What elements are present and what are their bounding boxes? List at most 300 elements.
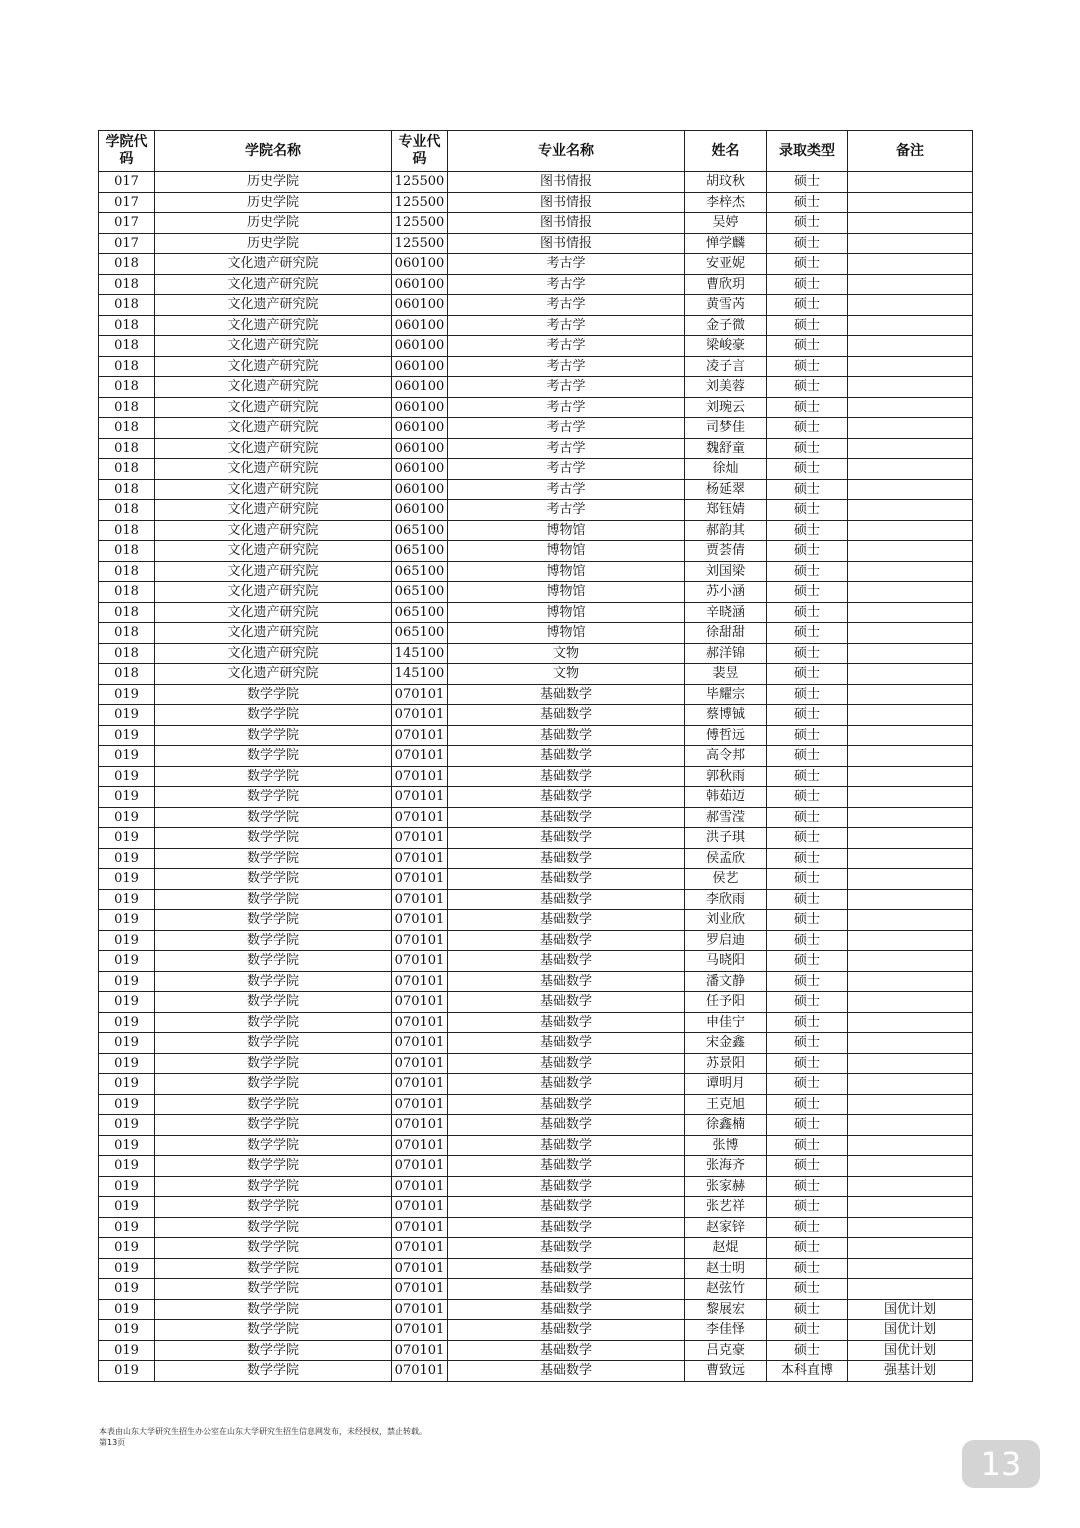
major-code-cell: 060100: [392, 438, 448, 459]
major-code-cell: 070101: [392, 889, 448, 910]
table-row: [99, 705, 973, 726]
college-code-cell: 019: [99, 1340, 155, 1361]
college-name-cell: 文化遗产研究院: [155, 274, 392, 295]
major-name-cell: 基础数学: [448, 1340, 685, 1361]
table-row: [99, 889, 973, 910]
college-name-cell: 数学学院: [155, 930, 392, 951]
college-name-cell: 文化遗产研究院: [155, 664, 392, 685]
admission-type-cell: 硕士: [767, 910, 848, 931]
table-row: [99, 336, 973, 357]
major-code-cell: 070101: [392, 930, 448, 951]
college-code-cell: 019: [99, 1197, 155, 1218]
college-code-cell: 017: [99, 192, 155, 213]
major-name-cell: 基础数学: [448, 951, 685, 972]
header-admission-type: 录取类型: [767, 131, 848, 172]
college-name-cell: 数学学院: [155, 828, 392, 849]
remark-cell: [848, 848, 973, 869]
remark-cell: [848, 1033, 973, 1054]
name-cell: 吕克豪: [685, 1340, 767, 1361]
major-name-cell: 考古学: [448, 418, 685, 439]
remark-cell: [848, 479, 973, 500]
major-code-cell: 060100: [392, 418, 448, 439]
remark-cell: [848, 459, 973, 480]
major-name-cell: 基础数学: [448, 828, 685, 849]
remark-cell: [848, 295, 973, 316]
admission-type-cell: 硕士: [767, 459, 848, 480]
remark-cell: [848, 274, 973, 295]
college-name-cell: 文化遗产研究院: [155, 643, 392, 664]
admission-type-cell: 硕士: [767, 192, 848, 213]
admission-type-cell: 硕士: [767, 520, 848, 541]
major-name-cell: 基础数学: [448, 725, 685, 746]
name-cell: 胡玟秋: [685, 172, 767, 193]
college-name-cell: 数学学院: [155, 1340, 392, 1361]
major-code-cell: 125500: [392, 172, 448, 193]
table-row: [99, 479, 973, 500]
college-code-cell: 019: [99, 705, 155, 726]
table-row: [99, 582, 973, 603]
college-code-cell: 019: [99, 951, 155, 972]
major-code-cell: 070101: [392, 1012, 448, 1033]
major-name-cell: 考古学: [448, 295, 685, 316]
table-row: [99, 664, 973, 685]
major-name-cell: 基础数学: [448, 1197, 685, 1218]
table-row: [99, 1197, 973, 1218]
college-name-cell: 数学学院: [155, 725, 392, 746]
major-code-cell: 070101: [392, 951, 448, 972]
major-code-cell: 145100: [392, 664, 448, 685]
remark-cell: [848, 500, 973, 521]
table-row: [99, 377, 973, 398]
admission-type-cell: 硕士: [767, 971, 848, 992]
table-row: [99, 1299, 973, 1320]
name-cell: 潘文静: [685, 971, 767, 992]
major-name-cell: 基础数学: [448, 684, 685, 705]
major-code-cell: 060100: [392, 479, 448, 500]
major-name-cell: 基础数学: [448, 1156, 685, 1177]
college-code-cell: 018: [99, 356, 155, 377]
name-cell: 谭明月: [685, 1074, 767, 1095]
college-code-cell: 018: [99, 418, 155, 439]
major-name-cell: 基础数学: [448, 746, 685, 767]
remark-cell: [848, 705, 973, 726]
major-code-cell: 070101: [392, 910, 448, 931]
table-row: [99, 951, 973, 972]
admission-type-cell: 硕士: [767, 1094, 848, 1115]
college-name-cell: 数学学院: [155, 910, 392, 931]
admission-type-cell: 硕士: [767, 1320, 848, 1341]
admission-type-cell: 硕士: [767, 418, 848, 439]
college-code-cell: 018: [99, 377, 155, 398]
name-cell: 凌子言: [685, 356, 767, 377]
name-cell: 徐灿: [685, 459, 767, 480]
college-code-cell: 019: [99, 1012, 155, 1033]
major-name-cell: 基础数学: [448, 1217, 685, 1238]
college-code-cell: 019: [99, 766, 155, 787]
table-row: [99, 274, 973, 295]
major-name-cell: 考古学: [448, 254, 685, 275]
college-code-cell: 018: [99, 541, 155, 562]
name-cell: 郝雪滢: [685, 807, 767, 828]
college-name-cell: 数学学院: [155, 869, 392, 890]
major-code-cell: 070101: [392, 725, 448, 746]
table-row: [99, 397, 973, 418]
major-name-cell: 基础数学: [448, 1012, 685, 1033]
admission-type-cell: 硕士: [767, 684, 848, 705]
remark-cell: [848, 1176, 973, 1197]
major-name-cell: 基础数学: [448, 1238, 685, 1259]
remark-cell: [848, 1279, 973, 1300]
college-name-cell: 文化遗产研究院: [155, 561, 392, 582]
major-code-cell: 065100: [392, 582, 448, 603]
major-code-cell: 070101: [392, 1053, 448, 1074]
college-code-cell: 019: [99, 1361, 155, 1382]
table-row: [99, 1135, 973, 1156]
admission-type-cell: 硕士: [767, 787, 848, 808]
college-name-cell: 文化遗产研究院: [155, 336, 392, 357]
major-code-cell: 060100: [392, 315, 448, 336]
major-code-cell: 070101: [392, 746, 448, 767]
college-name-cell: 数学学院: [155, 848, 392, 869]
college-name-cell: 数学学院: [155, 746, 392, 767]
major-name-cell: 基础数学: [448, 1053, 685, 1074]
college-code-cell: 019: [99, 1217, 155, 1238]
table-row: [99, 643, 973, 664]
college-code-cell: 019: [99, 725, 155, 746]
remark-cell: [848, 602, 973, 623]
major-code-cell: 070101: [392, 766, 448, 787]
college-code-cell: 019: [99, 807, 155, 828]
name-cell: 韩茹迈: [685, 787, 767, 808]
major-code-cell: 070101: [392, 869, 448, 890]
major-name-cell: 图书情报: [448, 192, 685, 213]
table-row: [99, 192, 973, 213]
major-name-cell: 图书情报: [448, 172, 685, 193]
major-code-cell: 070101: [392, 1320, 448, 1341]
major-code-cell: 060100: [392, 356, 448, 377]
remark-cell: [848, 233, 973, 254]
table-body: [99, 172, 973, 1382]
major-name-cell: 基础数学: [448, 1094, 685, 1115]
table-row: [99, 1115, 973, 1136]
college-name-cell: 数学学院: [155, 1176, 392, 1197]
name-cell: 辛晓涵: [685, 602, 767, 623]
remark-cell: 国优计划: [848, 1340, 973, 1361]
remark-cell: [848, 377, 973, 398]
college-code-cell: 019: [99, 746, 155, 767]
college-code-cell: 019: [99, 1238, 155, 1259]
major-name-cell: 博物馆: [448, 561, 685, 582]
remark-cell: [848, 1094, 973, 1115]
admission-type-cell: 硕士: [767, 438, 848, 459]
college-code-cell: 018: [99, 500, 155, 521]
name-cell: 刘业欣: [685, 910, 767, 931]
name-cell: 侯孟欣: [685, 848, 767, 869]
name-cell: 任予阳: [685, 992, 767, 1013]
college-name-cell: 数学学院: [155, 1033, 392, 1054]
remark-cell: [848, 869, 973, 890]
college-code-cell: 018: [99, 479, 155, 500]
admission-type-cell: 硕士: [767, 172, 848, 193]
name-cell: 张海齐: [685, 1156, 767, 1177]
name-cell: 宋金鑫: [685, 1033, 767, 1054]
college-code-cell: 018: [99, 664, 155, 685]
name-cell: 赵焜: [685, 1238, 767, 1259]
major-code-cell: 065100: [392, 541, 448, 562]
name-cell: 洪子琪: [685, 828, 767, 849]
college-name-cell: 数学学院: [155, 1299, 392, 1320]
header-college-name: 学院名称: [155, 131, 392, 172]
remark-cell: [848, 1012, 973, 1033]
college-code-cell: 019: [99, 1053, 155, 1074]
name-cell: 安亚妮: [685, 254, 767, 275]
name-cell: 李梓杰: [685, 192, 767, 213]
college-name-cell: 文化遗产研究院: [155, 623, 392, 644]
major-name-cell: 基础数学: [448, 807, 685, 828]
major-name-cell: 图书情报: [448, 233, 685, 254]
major-name-cell: 图书情报: [448, 213, 685, 234]
remark-cell: [848, 1074, 973, 1095]
name-cell: 黄雪芮: [685, 295, 767, 316]
table-row: [99, 315, 973, 336]
name-cell: 张艺祥: [685, 1197, 767, 1218]
admission-type-cell: 硕士: [767, 869, 848, 890]
name-cell: 张博: [685, 1135, 767, 1156]
college-name-cell: 文化遗产研究院: [155, 254, 392, 275]
name-cell: 梁峻豪: [685, 336, 767, 357]
major-code-cell: 070101: [392, 1074, 448, 1095]
header-major-name: 专业名称: [448, 131, 685, 172]
admission-type-cell: 硕士: [767, 1135, 848, 1156]
header-college-code: 学院代码: [99, 131, 155, 172]
admission-type-cell: 硕士: [767, 828, 848, 849]
college-name-cell: 数学学院: [155, 705, 392, 726]
college-code-cell: 018: [99, 582, 155, 603]
admission-type-cell: 硕士: [767, 848, 848, 869]
table-row: [99, 1074, 973, 1095]
major-code-cell: 070101: [392, 1238, 448, 1259]
college-code-cell: 018: [99, 274, 155, 295]
college-code-cell: 019: [99, 1156, 155, 1177]
major-code-cell: 065100: [392, 623, 448, 644]
major-code-cell: 070101: [392, 1279, 448, 1300]
admission-type-cell: 硕士: [767, 1053, 848, 1074]
admission-type-cell: 硕士: [767, 233, 848, 254]
remark-cell: [848, 172, 973, 193]
college-code-cell: 018: [99, 397, 155, 418]
major-name-cell: 基础数学: [448, 1176, 685, 1197]
major-name-cell: 基础数学: [448, 910, 685, 931]
college-code-cell: 019: [99, 910, 155, 931]
table-row: [99, 1279, 973, 1300]
college-code-cell: 019: [99, 828, 155, 849]
college-name-cell: 文化遗产研究院: [155, 315, 392, 336]
major-name-cell: 基础数学: [448, 930, 685, 951]
table-row: [99, 1361, 973, 1382]
college-name-cell: 数学学院: [155, 1156, 392, 1177]
table-row: [99, 213, 973, 234]
table-row: [99, 1094, 973, 1115]
major-name-cell: 考古学: [448, 377, 685, 398]
name-cell: 刘美蓉: [685, 377, 767, 398]
major-name-cell: 博物馆: [448, 582, 685, 603]
major-name-cell: 基础数学: [448, 992, 685, 1013]
major-name-cell: 基础数学: [448, 1361, 685, 1382]
major-name-cell: 基础数学: [448, 869, 685, 890]
major-name-cell: 基础数学: [448, 971, 685, 992]
major-name-cell: 文物: [448, 643, 685, 664]
table-row: [99, 1238, 973, 1259]
major-code-cell: 060100: [392, 295, 448, 316]
remark-cell: [848, 1238, 973, 1259]
college-name-cell: 文化遗产研究院: [155, 479, 392, 500]
college-code-cell: 018: [99, 315, 155, 336]
remark-cell: [848, 684, 973, 705]
college-name-cell: 文化遗产研究院: [155, 602, 392, 623]
college-code-cell: 018: [99, 336, 155, 357]
major-name-cell: 博物馆: [448, 541, 685, 562]
remark-cell: [848, 828, 973, 849]
admission-type-cell: 硕士: [767, 213, 848, 234]
college-name-cell: 数学学院: [155, 1074, 392, 1095]
remark-cell: [848, 418, 973, 439]
remark-cell: [848, 889, 973, 910]
major-code-cell: 070101: [392, 1361, 448, 1382]
table-row: [99, 684, 973, 705]
major-code-cell: 125500: [392, 233, 448, 254]
table-row: [99, 1340, 973, 1361]
admission-type-cell: 硕士: [767, 295, 848, 316]
remark-cell: [848, 623, 973, 644]
major-name-cell: 基础数学: [448, 1135, 685, 1156]
college-name-cell: 数学学院: [155, 766, 392, 787]
name-cell: 罗启迪: [685, 930, 767, 951]
major-name-cell: 基础数学: [448, 1299, 685, 1320]
remark-cell: [848, 315, 973, 336]
table-row: [99, 1156, 973, 1177]
college-code-cell: 019: [99, 971, 155, 992]
table-row: [99, 602, 973, 623]
major-code-cell: 125500: [392, 213, 448, 234]
name-cell: 徐鑫楠: [685, 1115, 767, 1136]
college-code-cell: 017: [99, 172, 155, 193]
remark-cell: [848, 1156, 973, 1177]
remark-cell: [848, 1115, 973, 1136]
college-code-cell: 018: [99, 459, 155, 480]
remark-cell: [848, 643, 973, 664]
admission-type-cell: 硕士: [767, 643, 848, 664]
college-name-cell: 文化遗产研究院: [155, 582, 392, 603]
major-code-cell: 070101: [392, 1258, 448, 1279]
name-cell: 高令邦: [685, 746, 767, 767]
admission-type-cell: 硕士: [767, 274, 848, 295]
table-row: [99, 356, 973, 377]
remark-cell: [848, 787, 973, 808]
major-name-cell: 基础数学: [448, 1258, 685, 1279]
major-code-cell: 070101: [392, 807, 448, 828]
college-name-cell: 历史学院: [155, 192, 392, 213]
college-code-cell: 018: [99, 520, 155, 541]
major-code-cell: 070101: [392, 1156, 448, 1177]
college-name-cell: 数学学院: [155, 1238, 392, 1259]
name-cell: 刘琬云: [685, 397, 767, 418]
major-code-cell: 070101: [392, 1299, 448, 1320]
name-cell: 曹致远: [685, 1361, 767, 1382]
major-code-cell: 145100: [392, 643, 448, 664]
table-row: [99, 541, 973, 562]
name-cell: 徐甜甜: [685, 623, 767, 644]
major-code-cell: 070101: [392, 1340, 448, 1361]
major-code-cell: 070101: [392, 1135, 448, 1156]
table-row: [99, 1217, 973, 1238]
college-name-cell: 数学学院: [155, 971, 392, 992]
major-code-cell: 070101: [392, 848, 448, 869]
admission-type-cell: 硕士: [767, 1340, 848, 1361]
table-row: [99, 848, 973, 869]
name-cell: 贾荟倩: [685, 541, 767, 562]
remark-cell: [848, 192, 973, 213]
major-code-cell: 065100: [392, 602, 448, 623]
remark-cell: [848, 951, 973, 972]
college-code-cell: 019: [99, 787, 155, 808]
admission-type-cell: 本科直博: [767, 1361, 848, 1382]
remark-cell: 国优计划: [848, 1320, 973, 1341]
name-cell: 李佳怿: [685, 1320, 767, 1341]
major-code-cell: 060100: [392, 459, 448, 480]
admission-type-cell: 硕士: [767, 951, 848, 972]
college-name-cell: 文化遗产研究院: [155, 459, 392, 480]
college-name-cell: 历史学院: [155, 172, 392, 193]
table-row: [99, 971, 973, 992]
major-name-cell: 基础数学: [448, 1279, 685, 1300]
table-header: [99, 131, 973, 172]
name-cell: 裴昱: [685, 664, 767, 685]
college-name-cell: 文化遗产研究院: [155, 500, 392, 521]
header-remark: 备注: [848, 131, 973, 172]
college-code-cell: 019: [99, 992, 155, 1013]
college-name-cell: 数学学院: [155, 889, 392, 910]
name-cell: 杨延翠: [685, 479, 767, 500]
table-row: [99, 1053, 973, 1074]
remark-cell: [848, 1053, 973, 1074]
major-code-cell: 070101: [392, 1094, 448, 1115]
page-number-badge: 13: [962, 1440, 1040, 1488]
college-name-cell: 文化遗产研究院: [155, 295, 392, 316]
college-code-cell: 018: [99, 438, 155, 459]
admission-table: [98, 130, 973, 1382]
major-code-cell: 060100: [392, 336, 448, 357]
name-cell: 曹欣玥: [685, 274, 767, 295]
college-code-cell: 019: [99, 869, 155, 890]
major-code-cell: 060100: [392, 274, 448, 295]
table-row: [99, 520, 973, 541]
table-row: [99, 172, 973, 193]
major-code-cell: 070101: [392, 1115, 448, 1136]
major-name-cell: 考古学: [448, 438, 685, 459]
name-cell: 吴婷: [685, 213, 767, 234]
admission-type-cell: 硕士: [767, 582, 848, 603]
major-code-cell: 065100: [392, 520, 448, 541]
admission-type-cell: 硕士: [767, 664, 848, 685]
admission-type-cell: 硕士: [767, 807, 848, 828]
college-code-cell: 019: [99, 1320, 155, 1341]
major-code-cell: 070101: [392, 1197, 448, 1218]
major-name-cell: 基础数学: [448, 766, 685, 787]
remark-cell: [848, 766, 973, 787]
remark-cell: [848, 664, 973, 685]
admission-type-cell: 硕士: [767, 1258, 848, 1279]
admission-type-cell: 硕士: [767, 1012, 848, 1033]
